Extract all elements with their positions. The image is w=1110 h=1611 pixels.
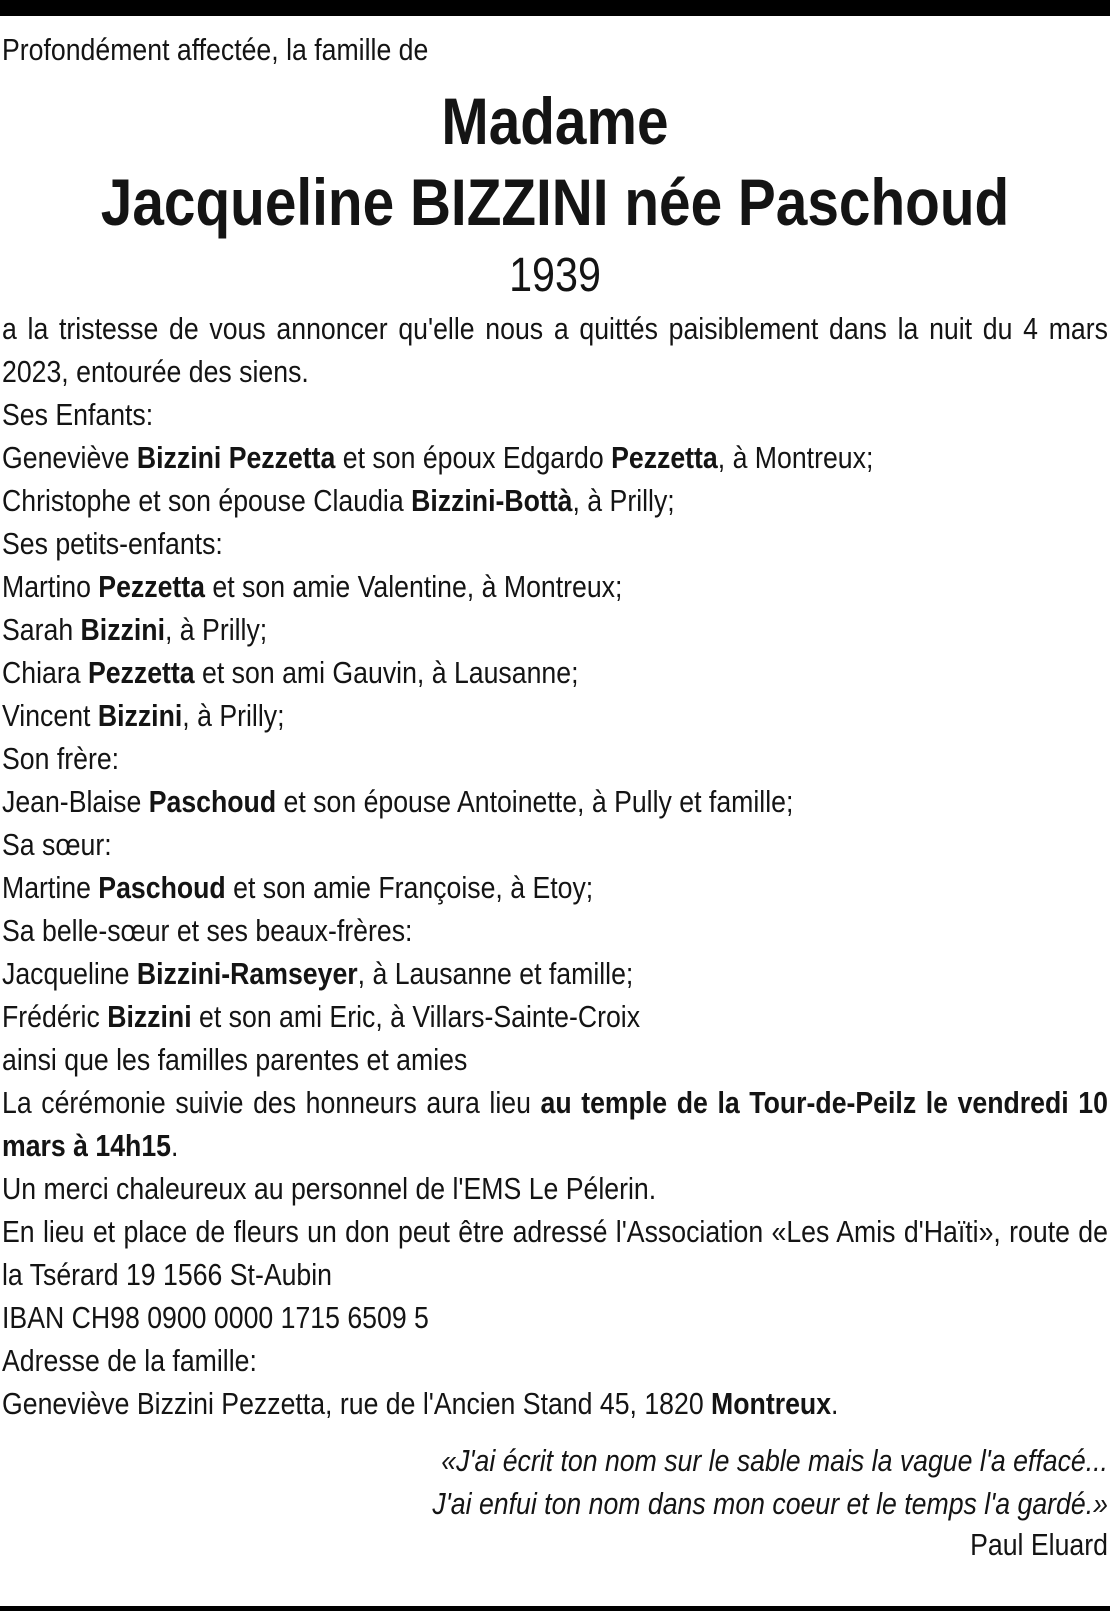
grandchild-line-4: Vincent Bizzini, à Prilly; [2, 698, 285, 733]
child-line-2: Christophe et son épouse Claudia Bizzini-Bottà, à Prilly; [2, 483, 675, 518]
family-address: Geneviève Bizzini Pezzetta, rue de l'Ancien Stand 45, 1820 Montreux. [2, 1386, 839, 1421]
thanks-text: Un merci chaleureux au personnel de l'EMS Le Pélerin. [2, 1171, 657, 1206]
quote-line-2: J'ai enfui ton nom dans mon coeur et le temps l'a gardé.» [432, 1486, 1108, 1521]
sister-line: Martine Paschoud et son amie Françoise, à Etoy; [2, 870, 594, 905]
ceremony-text: La cérémonie suivie des honneurs aura lieu au temple de la Tour-de-Peilz le vendredi 10 mars à 14h15. [2, 1085, 1108, 1163]
inlaws-header: Sa belle-sœur et ses beaux-frères: [2, 913, 413, 948]
grandchild-line-2: Sarah Bizzini, à Prilly; [2, 612, 268, 647]
iban-text: IBAN CH98 0900 0000 1715 6509 5 [2, 1300, 429, 1335]
quote-author: Paul Eluard [970, 1527, 1108, 1562]
top-border-rule [0, 0, 1110, 16]
title-block [2, 81, 1108, 307]
bottom-border-rule [0, 1606, 1110, 1611]
announcement-text: a la tristesse de vous annoncer qu'elle nous a quittés paisiblement dans la nuit du 4 mars 2023, entourée des siens. [2, 311, 1108, 389]
closing-quote [2, 1439, 1108, 1525]
grandchild-line-3: Chiara Pezzetta et son ami Gauvin, à Lausanne; [2, 655, 579, 690]
inlaw-line-2: Frédéric Bizzini et son ami Eric, à Villars-Sainte-Croix [2, 999, 641, 1034]
birth-year: 1939 [509, 249, 601, 302]
quote-line-1: «J'ai écrit ton nom sur le sable mais la vague l'a effacé... [441, 1443, 1108, 1478]
deceased-name: Jacqueline BIZZINI née Paschoud [100, 165, 1010, 239]
intro-text: Profondément affectée, la famille de [2, 32, 429, 67]
honorific-title: Madame [441, 84, 669, 158]
child-line-1: Geneviève Bizzini Pezzetta et son époux Edgardo Pezzetta, à Montreux; [2, 440, 874, 475]
grandchild-line-1: Martino Pezzetta et son amie Valentine, à Montreux; [2, 569, 623, 604]
children-header: Ses Enfants: [2, 397, 154, 432]
inlaw-line-1: Jacqueline Bizzini-Ramseyer, à Lausanne et famille; [2, 956, 634, 991]
sister-header: Sa sœur: [2, 827, 112, 862]
relatives-line: ainsi que les familles parentes et amies [2, 1042, 468, 1077]
notice-content [2, 28, 1108, 1565]
donation-text: En lieu et place de fleurs un don peut être adressé l'Association «Les Amis d'Haïti», route de la Tsérard 19 1566 St-Aubin [2, 1214, 1108, 1292]
address-header: Adresse de la famille: [2, 1343, 257, 1378]
brother-line: Jean-Blaise Paschoud et son épouse Antoinette, à Pully et famille; [2, 784, 794, 819]
brother-header: Son frère: [2, 741, 120, 776]
grandchildren-header: Ses petits-enfants: [2, 526, 223, 561]
